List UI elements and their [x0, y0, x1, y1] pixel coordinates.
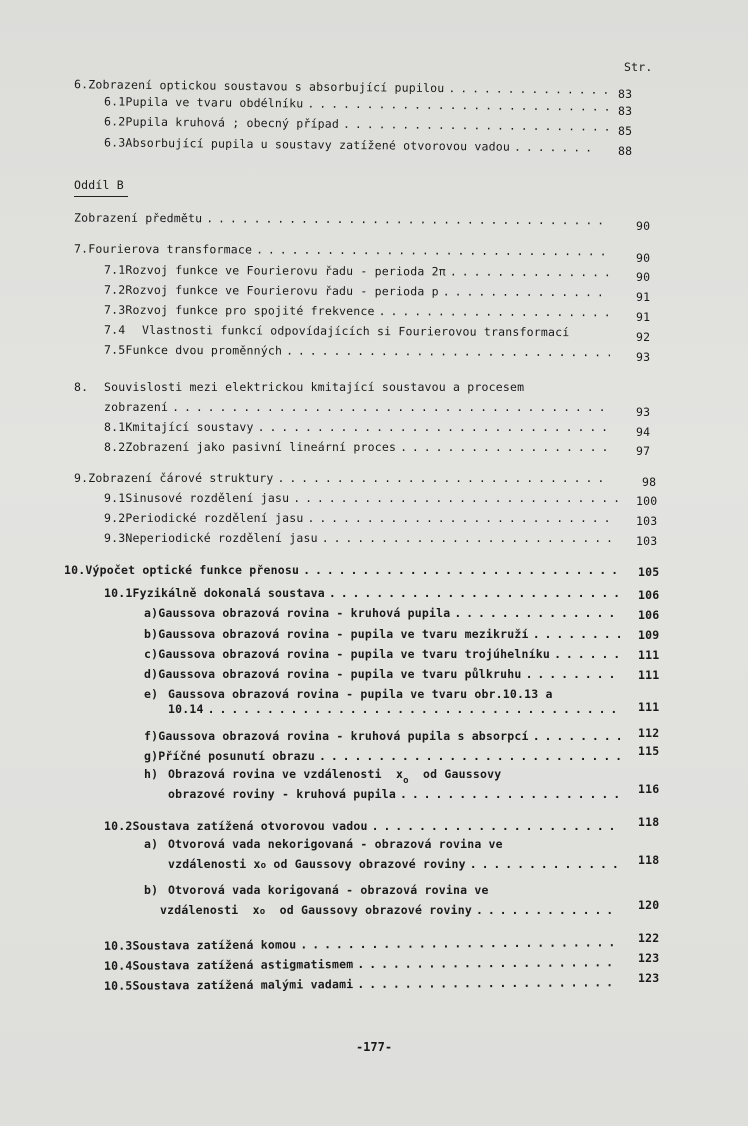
- entry-page: 94: [636, 425, 651, 439]
- toc-entry-10-2-b-heading[interactable]: [144, 883, 489, 897]
- entry-title: Zobrazení čárové struktury: [88, 471, 274, 485]
- toc-entry-8-heading[interactable]: [74, 380, 524, 394]
- entry-title: Otvorová vada korigovaná - obrazová rovina ve: [168, 883, 489, 897]
- entry-title: Souvislosti mezi elektrickou kmitající soustavou a procesem: [104, 380, 525, 394]
- dot-leader: [526, 667, 620, 681]
- toc-entry-10-1[interactable]: [104, 586, 624, 600]
- entry-number: c): [144, 647, 159, 661]
- dot-leader: [554, 647, 620, 661]
- entry-number: b): [144, 883, 159, 897]
- entry-page: 92: [636, 330, 651, 344]
- dot-leader: [172, 400, 610, 414]
- toc-entry-10-1-e-heading[interactable]: [144, 687, 553, 701]
- entry-title: Gaussova obrazová rovina - kruhová pupila: [158, 606, 451, 620]
- toc-entry-10-1-h-heading[interactable]: [144, 767, 501, 786]
- entry-number: g): [144, 749, 159, 763]
- entry-title-continued: obrazové roviny - kruhová pupila: [168, 787, 396, 801]
- entry-number: 7.1: [103, 262, 126, 277]
- entry-title: Rozvoj funkce ve Fourierovu řadu - perioda 2π: [125, 262, 446, 279]
- entry-title: Gaussova obrazová rovina - kruhová pupila s absorpcí: [158, 729, 529, 743]
- entry-page: 93: [636, 350, 651, 364]
- toc-entry-6-2[interactable]: [104, 114, 612, 133]
- entry-title: Zobrazení jako pasivní lineární proces: [125, 440, 397, 454]
- toc-entry-7-2[interactable]: [104, 283, 614, 300]
- dot-leader: [448, 81, 610, 97]
- entry-number: 6.2: [103, 114, 126, 129]
- entry-title-continued: zobrazení: [104, 400, 169, 414]
- entry-title: Soustava zatížená astigmatismem: [132, 957, 354, 973]
- toc-entry-10-1-a[interactable]: [144, 606, 624, 620]
- entry-title: Zobrazení předmětu: [73, 210, 203, 226]
- entry-title: Gaussova obrazová rovina - pupila ve tvaru obr.10.13 a: [168, 687, 553, 701]
- entry-title: Soustava zatížená malými vadami: [132, 977, 354, 993]
- toc-entry-10[interactable]: [64, 563, 624, 577]
- toc-entry-9-3[interactable]: [104, 531, 622, 545]
- entry-title: Vlastnosti funkcí odpovídajících si Fourierovou transformací: [141, 322, 570, 340]
- entry-title: Rozvoj funkce pro spojité frekvence: [125, 302, 375, 319]
- part-heading: Oddíl B: [74, 178, 124, 192]
- entry-title: Neperiodické rozdělení jasu: [125, 531, 318, 545]
- dot-leader: [256, 243, 610, 259]
- entry-page: 111: [638, 668, 660, 682]
- variable-subscript: o: [403, 776, 409, 786]
- toc-entry-10-1-f[interactable]: [144, 729, 624, 743]
- entry-title: Absorbující pupila u soustavy zatížené otvorovou vadou: [125, 135, 511, 154]
- entry-number: a): [144, 837, 159, 851]
- entry-page: 90: [636, 251, 651, 265]
- entry-number: 10.2: [104, 819, 133, 833]
- entry-number: 7.2: [103, 282, 126, 297]
- toc-entry-objects[interactable]: [74, 211, 614, 228]
- toc-entry-10-4[interactable]: [104, 955, 624, 973]
- entry-page: 90: [636, 219, 651, 233]
- variable-subscript: o: [259, 907, 266, 917]
- variable-x: x: [253, 857, 261, 871]
- dot-leader: [293, 491, 618, 505]
- dot-leader: [277, 471, 610, 485]
- entry-number: 7.: [73, 241, 89, 256]
- entry-page: 116: [638, 782, 660, 796]
- dot-leader: [319, 749, 620, 763]
- entry-page: 100: [636, 494, 658, 508]
- entry-title: Pupila kruhová ; obecný případ: [125, 114, 340, 131]
- dot-leader: [286, 344, 610, 360]
- entry-number: 7.3: [103, 302, 126, 317]
- dot-leader: [307, 511, 618, 525]
- dot-leader: [329, 586, 620, 600]
- dot-leader: [322, 531, 618, 545]
- toc-entry-6-1[interactable]: [104, 94, 612, 113]
- entry-title: Soustava zatížená otvorovou vadou: [132, 819, 368, 833]
- dot-leader: [343, 117, 608, 134]
- entry-title-continued: 10.14: [168, 702, 204, 716]
- entry-title: Gaussova obrazová rovina - pupila ve tvaru půlkruhu: [158, 667, 522, 681]
- toc-entry-9-2[interactable]: [104, 511, 622, 525]
- entry-number: 8.2: [104, 440, 126, 454]
- entry-number: 6.: [73, 77, 89, 92]
- entry-title: od Gaussovy: [422, 767, 502, 781]
- entry-page: 93: [636, 405, 651, 419]
- entry-page: 83: [618, 104, 633, 118]
- entry-title-continued: vzdálenosti: [160, 903, 239, 917]
- entry-page: 118: [638, 853, 660, 867]
- toc-entry-9-1[interactable]: [104, 491, 622, 505]
- variable-x: x: [395, 767, 404, 781]
- entry-number: b): [144, 627, 159, 641]
- entry-page: 106: [638, 608, 660, 622]
- entry-page: 118: [638, 815, 660, 829]
- toc-entry-10-1-b[interactable]: [144, 627, 624, 641]
- entry-title: Otvorová vada nekorigovaná - obrazová rovina ve: [168, 837, 503, 851]
- entry-number: 6.1: [103, 94, 126, 109]
- entry-title-continued: od Gaussovy obrazové roviny: [279, 903, 472, 917]
- dot-leader: [400, 787, 620, 801]
- dot-leader: [379, 304, 610, 319]
- entry-title: Fourierova transformace: [88, 241, 253, 257]
- entry-page: 111: [638, 648, 660, 662]
- dot-leader: [307, 96, 608, 113]
- dot-leader: [400, 440, 610, 454]
- entry-page: 120: [638, 898, 660, 912]
- entry-page: 91: [636, 310, 651, 324]
- dot-leader: [258, 420, 610, 434]
- entry-number: 7.4: [103, 322, 126, 337]
- toc-entry-8-2[interactable]: [104, 440, 614, 454]
- dot-leader: [470, 857, 620, 871]
- entry-number: 9.: [74, 471, 89, 485]
- toc-entry-10-1-d[interactable]: [144, 667, 624, 681]
- dot-leader: [206, 211, 610, 227]
- dot-leader: [514, 140, 596, 155]
- entry-page: 109: [638, 628, 660, 642]
- entry-number: d): [144, 667, 159, 681]
- toc-entry-7-1[interactable]: [104, 263, 614, 280]
- entry-title: Příčné posunutí obrazu: [158, 749, 315, 763]
- part-heading-underline: [74, 196, 128, 197]
- entry-page: 123: [638, 971, 660, 985]
- variable-subscript: o: [260, 861, 267, 871]
- entry-page: 105: [638, 565, 660, 579]
- entry-title: Kmitající soustavy: [125, 420, 254, 434]
- entry-number: 10.5: [103, 978, 133, 993]
- entry-page: 91: [636, 290, 651, 304]
- dot-leader: [357, 955, 620, 971]
- entry-page: 123: [638, 951, 660, 965]
- entry-number: 10.4: [103, 958, 133, 973]
- entry-title: Fyzikálně dokonalá soustava: [132, 586, 325, 600]
- dot-leader: [533, 627, 620, 641]
- entry-page: 115: [638, 744, 660, 758]
- entry-page: 111: [638, 700, 660, 714]
- entry-number: 8.1: [104, 420, 126, 434]
- dot-leader: [208, 702, 620, 716]
- entry-title: Funkce dvou proměnných: [125, 342, 283, 358]
- toc-entry-10-3[interactable]: [104, 935, 624, 953]
- toc-entry-10-1-e[interactable]: [168, 702, 624, 716]
- entry-title: Zobrazení optickou soustavou s absorbující pupilou: [88, 77, 445, 96]
- entry-number: a): [144, 606, 159, 620]
- toc-entry-6-3[interactable]: [104, 135, 600, 154]
- entry-page: 106: [638, 588, 660, 602]
- entry-title: Obrazová rovina ve vzdálenosti: [168, 767, 382, 781]
- toc-entry-10-2[interactable]: [104, 819, 624, 833]
- entry-title: Gaussova obrazová rovina - pupila ve tvaru trojúhelníku: [158, 647, 551, 661]
- dot-leader: [372, 819, 620, 833]
- entry-page: 85: [618, 124, 633, 138]
- toc-entry-8[interactable]: [104, 400, 614, 414]
- toc-entry-9[interactable]: [74, 471, 614, 485]
- entry-page: 88: [618, 144, 633, 158]
- dot-leader: [476, 903, 620, 917]
- entry-number: e): [144, 687, 159, 701]
- toc-entry-7-4[interactable]: [104, 323, 614, 340]
- entry-number: 10.1: [104, 586, 133, 600]
- variable-x: x: [252, 903, 260, 917]
- toc-entry-7-3[interactable]: [104, 303, 614, 320]
- toc-entry-10-1-h[interactable]: [168, 787, 624, 801]
- dot-leader: [303, 563, 620, 577]
- entry-title-continued: vzdálenosti: [168, 857, 247, 871]
- page-number: -177-: [355, 1040, 393, 1054]
- entry-title: Výpočet optické funkce přenosu: [85, 563, 300, 577]
- entry-page: 98: [642, 475, 657, 489]
- entry-number: 8.: [74, 380, 89, 394]
- entry-page: 103: [636, 534, 658, 548]
- toc-entry-7[interactable]: [74, 242, 614, 259]
- entry-number: 9.1: [104, 491, 126, 505]
- page-column-label: Str.: [624, 60, 653, 74]
- entry-title: Rozvoj funkce ve Fourierovu řadu - perioda p: [125, 282, 439, 299]
- toc-entry-10-2-a[interactable]: [168, 857, 624, 871]
- toc-entry-10-2-b[interactable]: [160, 903, 624, 917]
- toc-entry-10-1-g[interactable]: [144, 749, 624, 763]
- entry-title: Gaussova obrazová rovina - pupila ve tvaru mezikruží: [158, 627, 529, 641]
- entry-page: 83: [618, 87, 633, 101]
- entry-title: Pupila ve tvaru obdélníku: [125, 94, 304, 111]
- dot-leader: [443, 284, 610, 299]
- dot-leader: [300, 935, 620, 951]
- entry-number: 7.5: [103, 342, 126, 357]
- entry-page: 112: [638, 726, 660, 740]
- entry-number: 10.: [64, 563, 86, 577]
- dot-leader: [533, 729, 620, 743]
- entry-title: Soustava zatížená komou: [132, 937, 297, 953]
- entry-title-continued: od Gaussovy obrazové roviny: [273, 857, 466, 871]
- entry-page: 97: [636, 444, 651, 458]
- toc-entry-10-1-c[interactable]: [144, 647, 624, 661]
- toc-entry-8-1[interactable]: [104, 420, 614, 434]
- entry-page: 90: [636, 270, 651, 284]
- toc-entry-10-2-a-heading[interactable]: [144, 837, 503, 851]
- toc-entry-7-5[interactable]: [104, 343, 614, 360]
- entry-page: 122: [638, 931, 660, 945]
- dot-leader: [450, 264, 610, 279]
- entry-number: h): [144, 767, 159, 781]
- entry-number: 9.2: [104, 511, 126, 525]
- entry-title: Periodické rozdělení jasu: [125, 511, 304, 525]
- entry-number: 6.3: [103, 135, 126, 150]
- toc-entry-10-5[interactable]: [104, 975, 624, 993]
- dot-leader: [454, 606, 620, 620]
- entry-number: f): [144, 729, 159, 743]
- dot-leader: [357, 975, 620, 991]
- entry-number: 10.3: [103, 938, 133, 953]
- entry-page: 103: [636, 514, 658, 528]
- entry-title: Sinusové rozdělení jasu: [125, 491, 290, 505]
- entry-number: 9.3: [104, 531, 126, 545]
